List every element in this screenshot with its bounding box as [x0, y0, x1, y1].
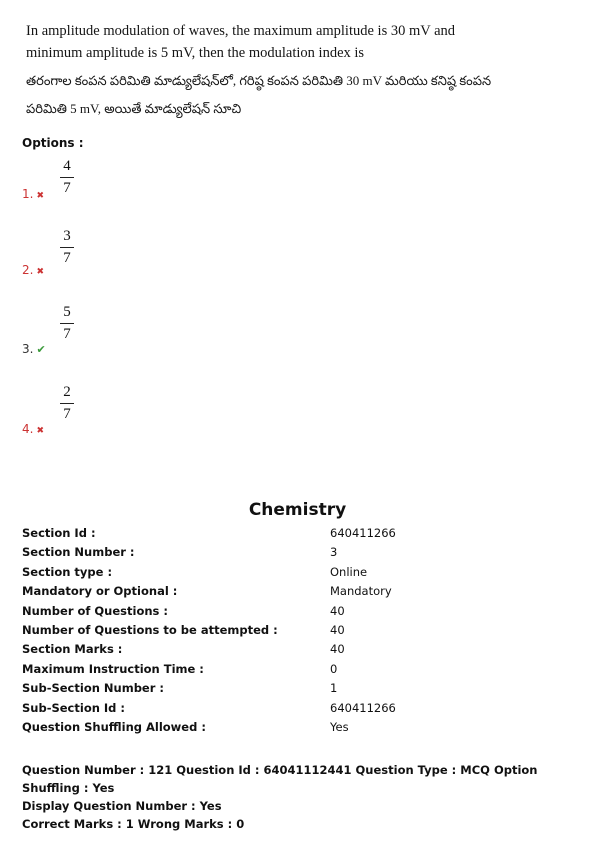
- fraction-bar: [60, 323, 74, 324]
- option-1-fraction: 4 7: [60, 158, 74, 197]
- cross-icon: ✖: [36, 426, 44, 436]
- option-3-label: 3. ✔: [22, 342, 46, 356]
- section-info-value: Online: [330, 564, 368, 579]
- cross-icon: ✖: [36, 267, 44, 277]
- next-question-meta: [22, 761, 587, 833]
- cross-icon: ✖: [36, 191, 44, 201]
- option-1-label: 1. ✖: [22, 187, 44, 201]
- question-meta-line-2: Display Question Number : Yes: [22, 799, 222, 813]
- question-meta-line-1: Question Number : 121 Question Id : 64041112441 Question Type : MCQ Option Shuffling : Yes: [22, 763, 538, 795]
- section-info-row: [22, 720, 442, 739]
- option-4-label: 4. ✖: [22, 422, 44, 436]
- section-info-value: 40: [330, 603, 345, 618]
- fraction-bar: [60, 177, 74, 178]
- fraction-bar: [60, 403, 74, 404]
- question-english-line-1: In amplitude modulation of waves, the maximum amplitude is 30 mV and: [26, 23, 456, 39]
- question-telugu-line-1: తరంగాల కంపన పరిమితి మాడ్యులేషన్‌లో, గరిష్ఠ కంపన పరిమితి 30 mV మరియు కనిష్ఠ కంపన: [26, 73, 492, 88]
- section-info-value: 40: [330, 622, 345, 637]
- section-info-value: Mandatory: [330, 584, 392, 599]
- section-info-value: 640411266: [330, 700, 396, 715]
- section-info-row: [22, 584, 442, 603]
- section-info-label: Number of Questions to be attempted :: [22, 622, 278, 637]
- section-info-row: [22, 662, 442, 681]
- section-info-value: 40: [330, 642, 345, 657]
- option-2-fraction: 3 7: [60, 228, 74, 267]
- section-info-value: 640411266: [330, 526, 396, 540]
- section-info-label: Section Marks :: [22, 642, 123, 657]
- section-info-label: Sub-Section Id :: [22, 700, 126, 715]
- section-info-row: [22, 545, 442, 564]
- section-info-row: [22, 565, 442, 584]
- check-icon: ✔: [36, 343, 46, 356]
- question-meta-line-3: Correct Marks : 1 Wrong Marks : 0: [22, 817, 245, 831]
- question-text: [26, 20, 492, 120]
- section-info-row: [22, 681, 442, 700]
- section-info-value: 0: [330, 661, 338, 676]
- section-info-label: Sub-Section Number :: [22, 681, 165, 696]
- section-info-value: 3: [330, 545, 338, 560]
- options-label: Options :: [22, 136, 84, 150]
- section-info-label: Question Shuffling Allowed :: [22, 719, 206, 734]
- section-info-value: Yes: [330, 719, 349, 734]
- section-info-row: [22, 604, 442, 623]
- section-info-label: Mandatory or Optional :: [22, 584, 178, 599]
- section-info-label: Number of Questions :: [22, 603, 168, 618]
- section-info-row: [22, 526, 442, 545]
- section-info-label: Section Id :: [22, 526, 96, 540]
- option-2-label: 2. ✖: [22, 263, 44, 277]
- section-info-row: [22, 623, 442, 642]
- section-info-table: [22, 526, 442, 739]
- section-info-value: 1: [330, 681, 338, 696]
- option-4-fraction: 2 7: [60, 384, 74, 423]
- section-info-row: [22, 701, 442, 720]
- subject-title: Chemistry: [248, 500, 347, 520]
- section-info-label: Section type :: [22, 564, 113, 579]
- fraction-bar: [60, 247, 74, 248]
- option-3-fraction: 5 7: [60, 304, 74, 343]
- question-english-line-2: minimum amplitude is 5 mV, then the modulation index is: [26, 45, 365, 61]
- section-info-label: Maximum Instruction Time :: [22, 661, 204, 676]
- question-telugu-line-2: పరిమితి 5 mV, అయితే మాడ్యులేషన్ సూచి: [26, 101, 242, 116]
- section-info-label: Section Number :: [22, 545, 135, 560]
- section-info-row: [22, 642, 442, 661]
